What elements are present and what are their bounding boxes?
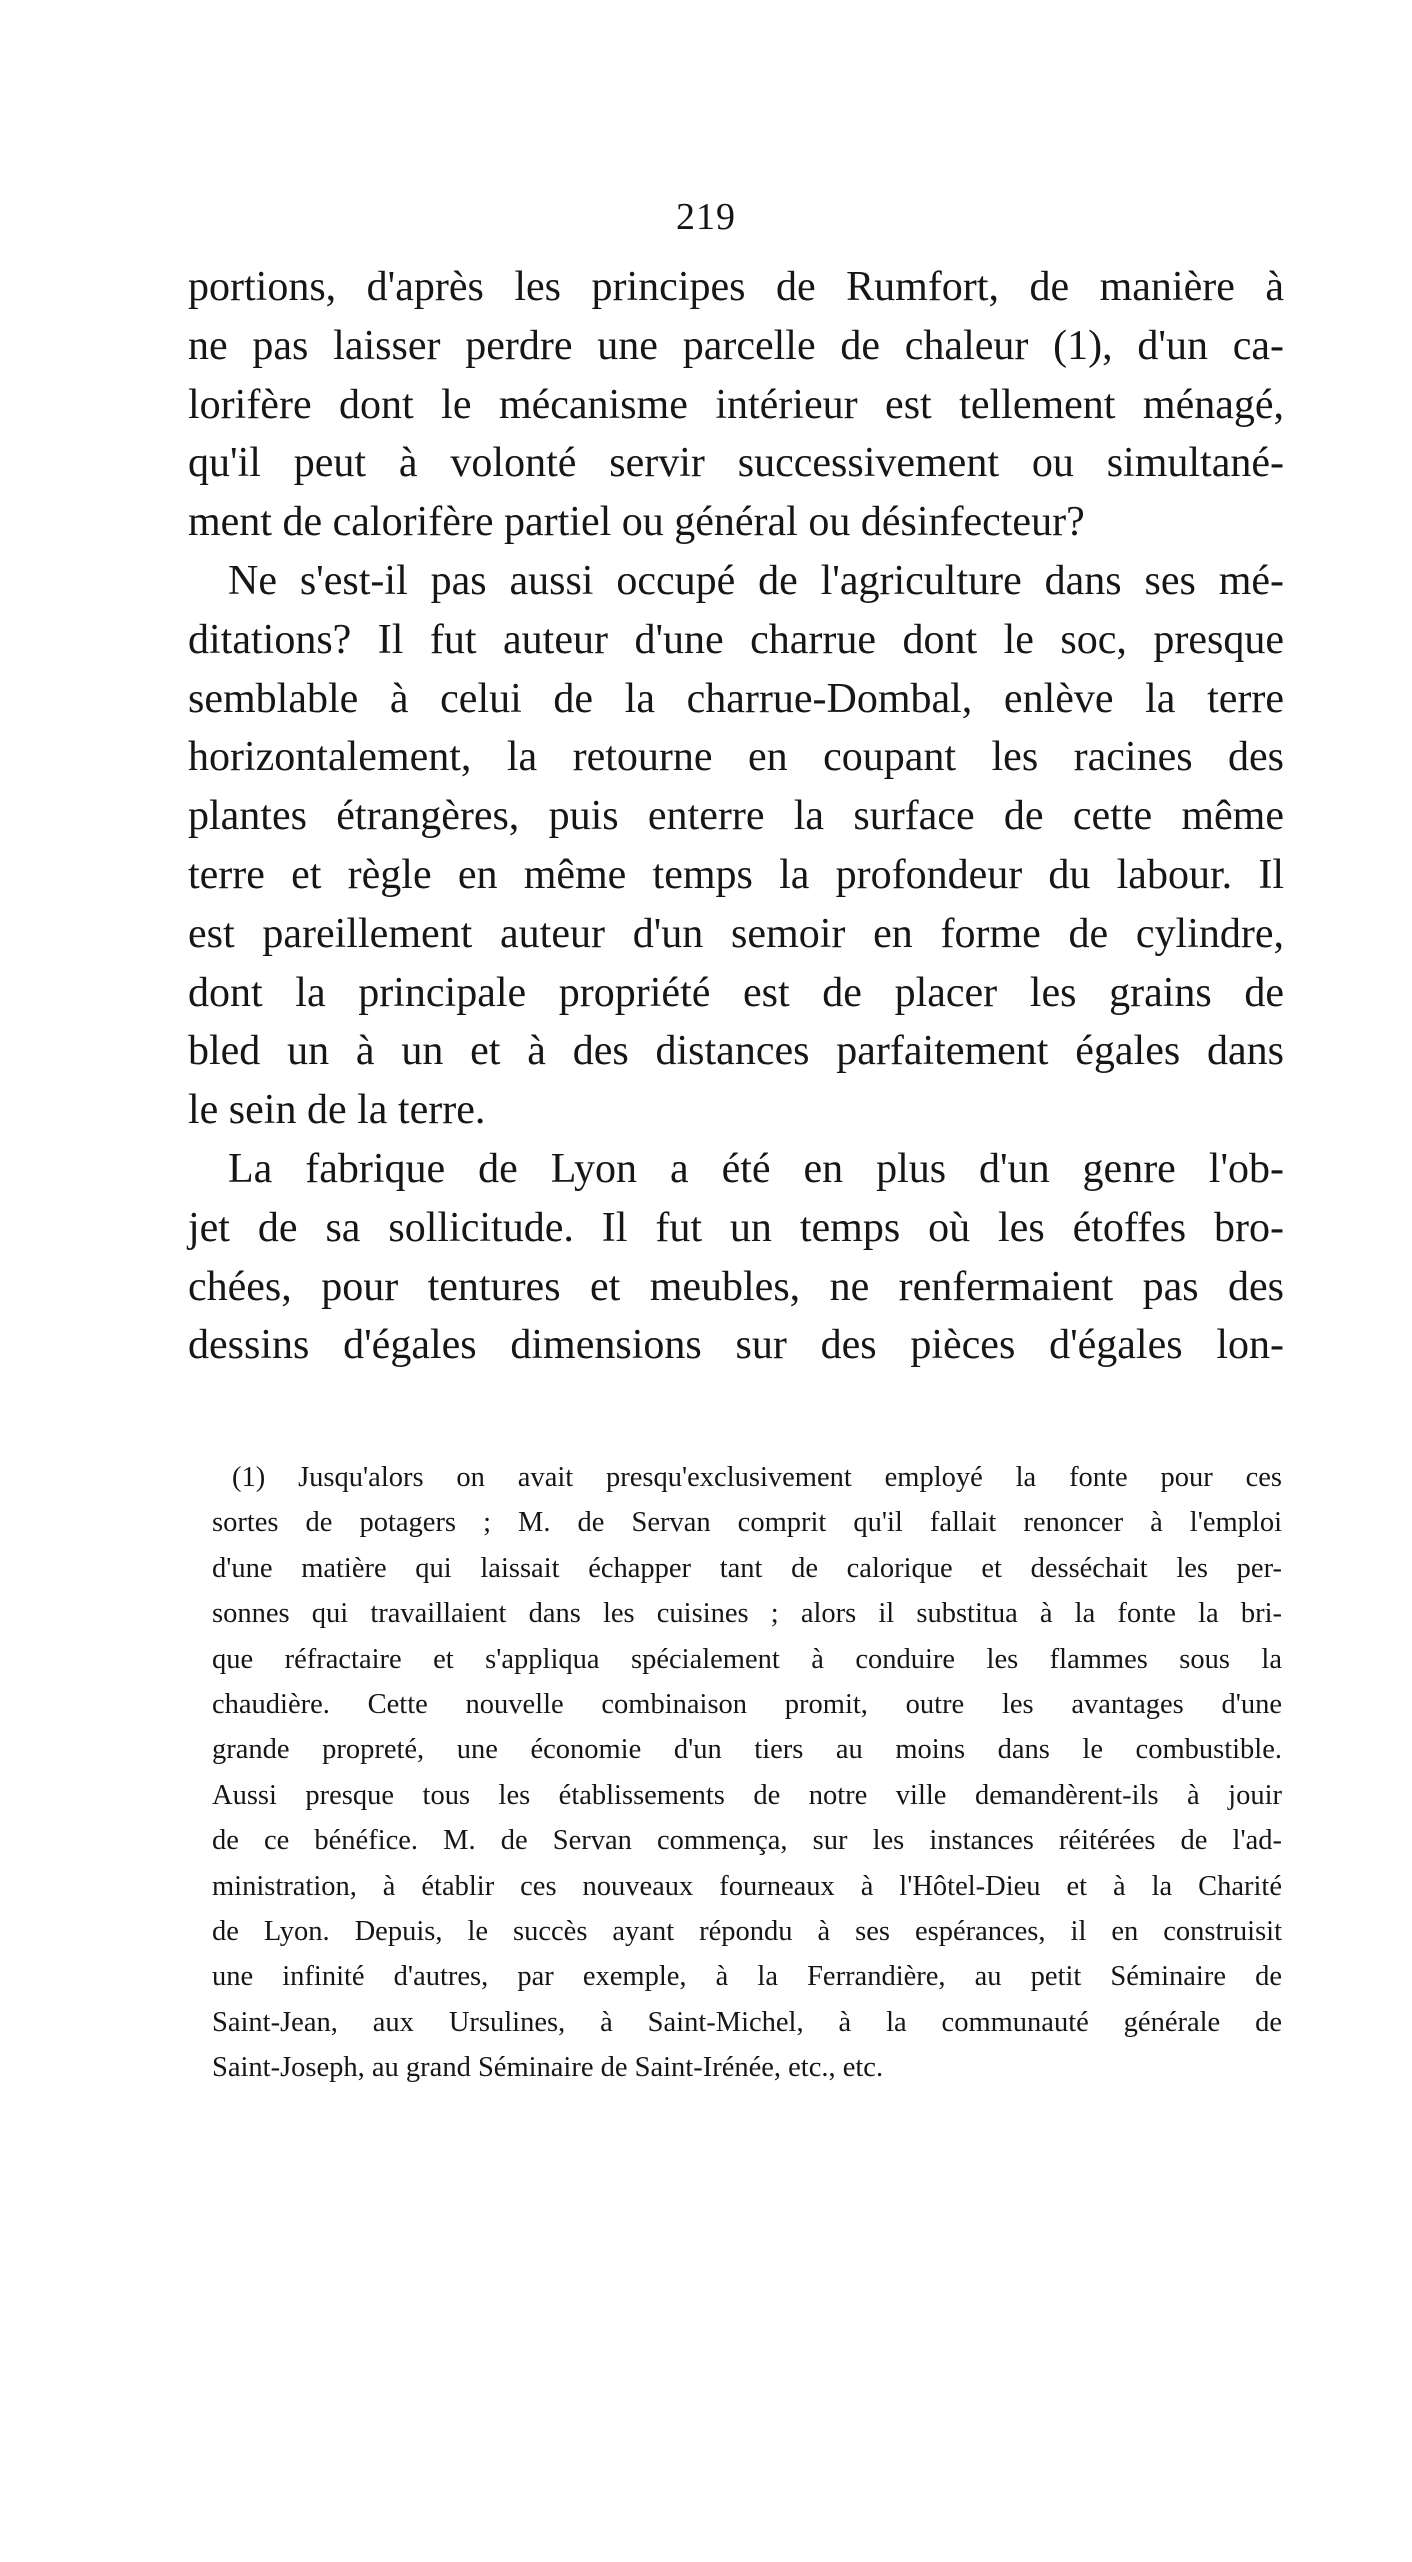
footnote-line: chaudière. Cette nouvelle combinaison promit, outre les avantages d'une	[212, 1688, 1282, 1720]
footnote	[212, 1455, 1282, 2090]
body-line: ditations? Il fut auteur d'une charrue dont le soc, presque	[188, 616, 1284, 663]
body-line: ne pas laisser perdre une parcelle de chaleur (1), d'un ca-	[188, 322, 1284, 369]
footnote-line: (1) Jusqu'alors on avait presqu'exclusivement employé la fonte pour ces	[232, 1462, 1282, 1493]
footnote-line: de ce bénéfice. M. de Servan commença, sur les instances réitérées de l'ad-	[212, 1825, 1282, 1857]
body-line: dont la principale propriété est de placer les grains de	[188, 969, 1284, 1016]
body-line: bled un à un et à des distances parfaitement égales dans	[188, 1028, 1284, 1075]
body-line: jet de sa sollicitude. Il fut un temps où les étoffes bro-	[188, 1204, 1284, 1251]
body-line: horizontalement, la retourne en coupant les racines des	[188, 734, 1284, 781]
footnote-line: une infinité d'autres, par exemple, à la Ferrandière, au petit Séminaire de	[212, 1961, 1282, 1993]
footnote-line: Saint-Jean, aux Ursulines, à Saint-Michel, à la communauté générale de	[212, 2006, 1282, 2038]
body-line: dessins d'égales dimensions sur des pièces d'égales lon-	[188, 1322, 1284, 1369]
body-line: chées, pour tentures et meubles, ne renfermaient pas des	[188, 1263, 1284, 1310]
body-line: plantes étrangères, puis enterre la surface de cette même	[188, 793, 1284, 840]
footnote-line: ministration, à établir ces nouveaux fourneaux à l'Hôtel-Dieu et à la Charité	[212, 1870, 1282, 1902]
footnote-line: de Lyon. Depuis, le succès ayant répondu à ses espérances, il en construisit	[212, 1915, 1282, 1947]
body-line: lorifère dont le mécanisme intérieur est tellement ménagé,	[188, 381, 1284, 428]
body-line: le sein de la terre.	[188, 1087, 486, 1134]
body-line: est pareillement auteur d'un semoir en forme de cylindre,	[188, 910, 1284, 957]
footnote-line: sortes de potagers ; M. de Servan comprit qu'il fallait renoncer à l'emploi	[212, 1507, 1282, 1539]
footnote-line: Saint-Joseph, au grand Séminaire de Saint-Irénée, etc., etc.	[212, 2052, 884, 2084]
body-line: portions, d'après les principes de Rumfort, de manière à	[188, 264, 1284, 310]
footnote-line: d'une matière qui laissait échapper tant de calorique et desséchait les per-	[212, 1552, 1282, 1584]
body-line: semblable à celui de la charrue-Dombal, enlève la terre	[188, 675, 1284, 722]
footnote-line: que réfractaire et s'appliqua spécialement à conduire les flammes sous la	[212, 1643, 1282, 1675]
footnote-line: sonnes qui travaillaient dans les cuisines ; alors il substitua à la fonte la bri-	[212, 1598, 1282, 1630]
body-line: ment de calorifère partiel ou général ou désinfecteur?	[188, 499, 1085, 546]
footnote-line: grande propreté, une économie d'un tiers au moins dans le combustible.	[212, 1734, 1282, 1766]
body-line: terre et règle en même temps la profondeur du labour. Il	[188, 851, 1284, 898]
body-text	[188, 258, 1284, 1375]
page-number: 219	[676, 196, 736, 238]
footnote-line: Aussi presque tous les établissements de notre ville demandèrent-ils à jouir	[212, 1779, 1282, 1811]
body-line: La fabrique de Lyon a été en plus d'un genre l'ob-	[228, 1145, 1284, 1192]
body-line: qu'il peut à volonté servir successivement ou simultané-	[188, 440, 1284, 487]
body-line: Ne s'est-il pas aussi occupé de l'agriculture dans ses mé-	[228, 557, 1284, 604]
